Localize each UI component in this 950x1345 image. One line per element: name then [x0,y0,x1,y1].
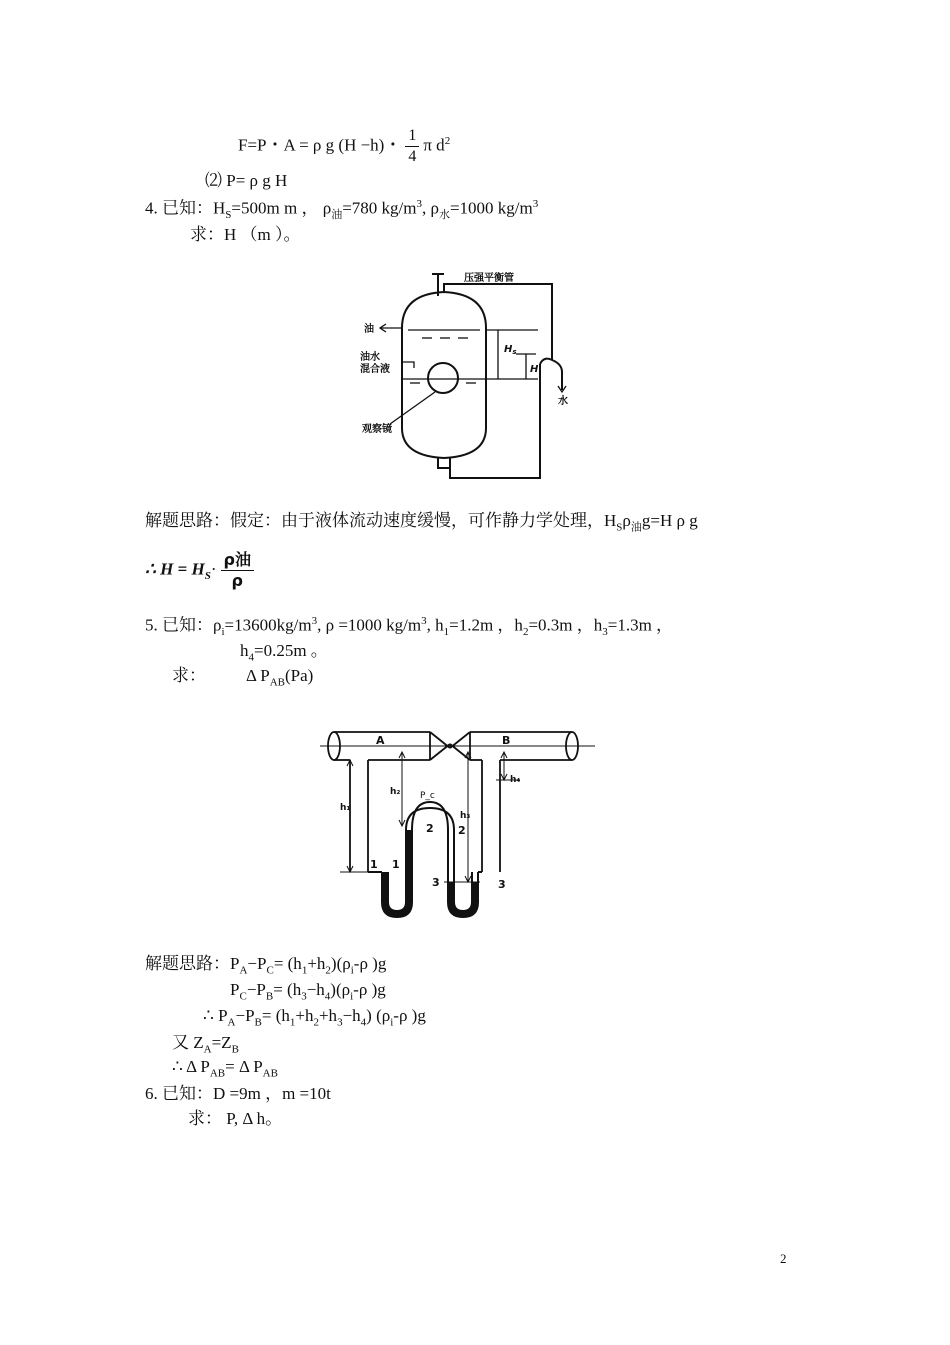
label-3b: 3 [498,878,506,891]
label-h1: h₁ [340,803,351,813]
label-oil: 油 [364,324,374,335]
label-h3: h₃ [460,811,471,821]
label-h: H [530,364,539,375]
problem-5-idea-3: ∴ $P_A-P_B= (h_1+h_2+h_3-h_4)$ ($\rho_i-\rho$ )g [203,1006,426,1029]
problem-5-conclusion: ∴ Δ $P_{AB}= \Delta$ $P_{AB}$ [172,1057,278,1080]
problem-5-ask: 求： Δ $P_{AB}(Pa)$ [172,666,314,689]
label-water: 水 [558,396,568,407]
equation-2: ⑵ P= ρ g H [205,171,288,190]
problem-6-given: 6. 已知：D =9m ，m =10t [145,1084,331,1103]
problem-5-also: 又 $Z_A=Z_B$ [172,1033,239,1056]
problem-4-result: ∴ $H = H_S\cdot$ $\frac{\text{ρ油}}{\rho}$ [145,552,258,589]
problem-6-ask: 求： P, Δ h。 [188,1109,283,1128]
page-number: 2 [780,1251,787,1266]
label-1b: 1 [392,858,400,871]
label-mixture-2: 混合液 [360,364,390,375]
label-2b: 2 [458,824,466,837]
label-h2: h₂ [390,787,401,797]
label-1a: 1 [370,858,378,871]
problem-5-idea-1: 解题思路：$P_A-P_C= (h_1+h_2)(\rho_i-\rho$ )g [145,954,387,977]
label-balance-pipe: 压强平衡管 [464,273,514,284]
label-sight-glass: 观察镜 [362,424,392,435]
problem-4-given: 4. 已知：$H_S=500m$ m ， $\rho_油=780$ $kg/m^3$, $\rho_水=1000$ $kg/m^3$ [145,198,539,222]
problem-5-given-2: $h_4=0.25m$ 。 [240,641,328,664]
fraction-quarter: $\frac{1}{4}$ [405,128,419,165]
figure-separator-tank [340,268,600,488]
problem-5-idea-2: $P_C-P_B= (h_3-h_4)(\rho_i-\rho$ )g [230,980,386,1003]
label-3a: 3 [432,876,440,889]
label-2a: 2 [426,822,434,835]
problem-4-idea: 解题思路：假定：由于液体流动速度缓慢，可作静力学处理，$H_S\rho_油g=H$ ρ g [145,511,698,534]
label-point-b: B [502,734,511,747]
problem-5-given: 5. 已知：$\rho_i=13600kg/m^3$, ρ =1000 $kg/m^3$, $h_1=1.2m$ ，$h_2=0.3m$ ，$h_3=1.3m$ ， [145,615,674,639]
figure-manometer [320,722,600,922]
label-mixture-1: 油水 [360,352,380,363]
label-point-a: A [376,734,385,747]
equation-force: F=P・A = ρ g (H −h)・ $\frac{1}{4}$ π $d^2$ [238,127,451,165]
label-h4: h₄ [510,775,521,785]
label-hs: $H_s$ [504,344,517,356]
label-pc: P_c [420,791,435,801]
problem-4-ask: 求：H （m ）。 [190,225,301,244]
